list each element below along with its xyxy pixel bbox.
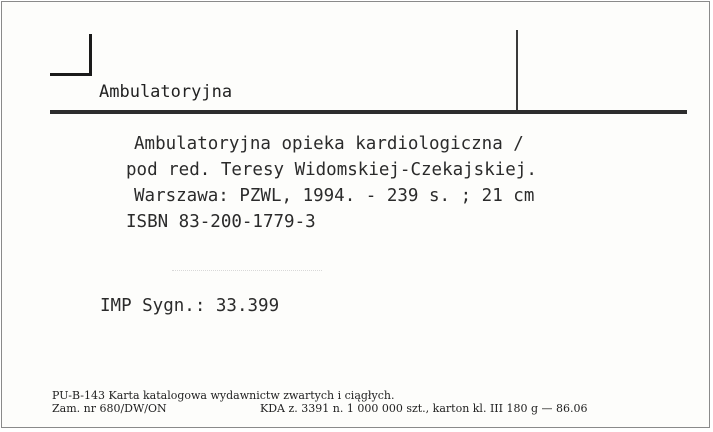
column-divider (516, 30, 518, 112)
editor-line: pod red. Teresy Widomskiej-Czekajskiej. (126, 160, 537, 180)
corner-mark-vertical (89, 34, 92, 76)
heading-rule (50, 110, 687, 114)
isbn-line: ISBN 83-200-1779-3 (126, 212, 316, 232)
faint-marks (172, 270, 322, 273)
publication-line: Warszawa: PZWL, 1994. - 239 s. ; 21 cm (134, 186, 535, 206)
call-number: IMP Sygn.: 33.399 (100, 296, 280, 316)
footer-form-line: PU-B-143 Karta katalogowa wydawnictw zwartych i ciągłych. (52, 389, 395, 402)
card-heading: Ambulatoryjna (99, 82, 233, 102)
footer-order-number: Zam. nr 680/DW/ON (52, 402, 167, 415)
catalog-card (1, 1, 710, 428)
corner-mark-horizontal (50, 73, 92, 76)
footer-print-info: KDA z. 3391 n. 1 000 000 szt., karton kl. III 180 g — 86.06 (260, 402, 588, 415)
title-line: Ambulatoryjna opieka kardiologiczna / (134, 134, 524, 154)
